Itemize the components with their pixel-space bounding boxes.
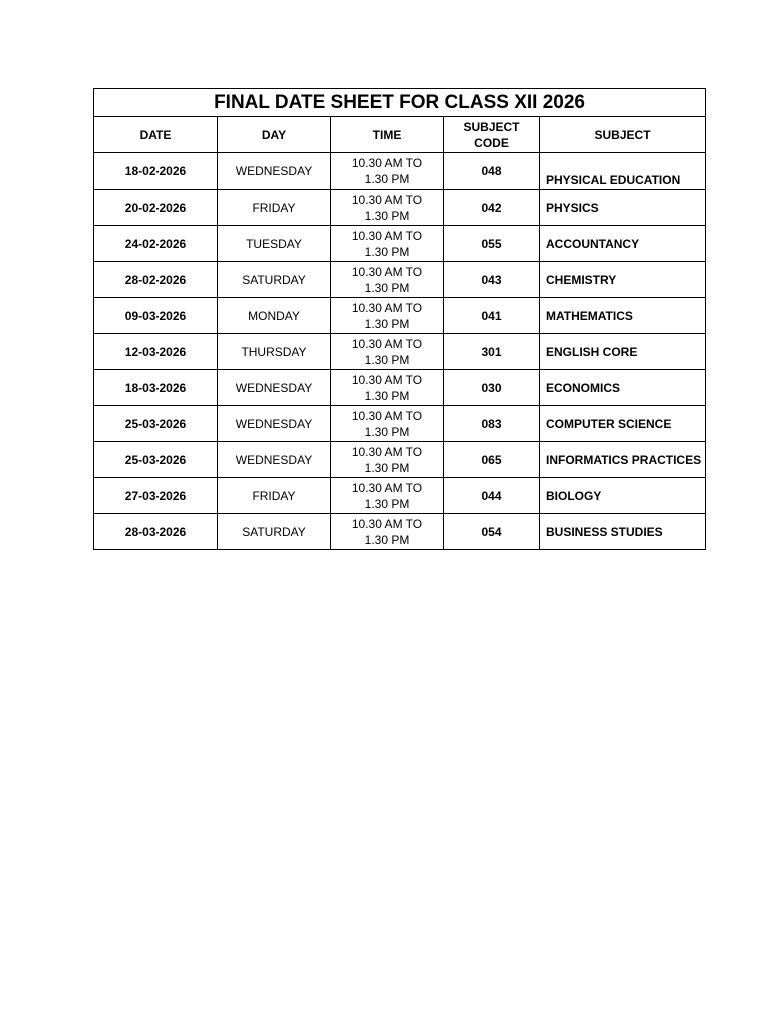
cell-subject: ENGLISH CORE xyxy=(540,334,706,370)
header-time: TIME xyxy=(331,117,444,153)
header-date: DATE xyxy=(94,117,218,153)
time-line-end: 1.30 PM xyxy=(364,388,410,403)
table-row xyxy=(94,370,706,406)
cell-subject-code: 042 xyxy=(444,190,540,226)
cell-subject: BIOLOGY xyxy=(540,478,706,514)
cell-subject-code: 044 xyxy=(444,478,540,514)
cell-subject: COMPUTER SCIENCE xyxy=(540,406,706,442)
time-line-end: 1.30 PM xyxy=(364,496,410,511)
cell-day: FRIDAY xyxy=(218,190,331,226)
cell-time xyxy=(331,298,444,334)
cell-day: WEDNESDAY xyxy=(218,442,331,478)
cell-date: 18-02-2026 xyxy=(94,153,218,190)
header-code-line1: SUBJECT xyxy=(463,119,520,134)
cell-subject-code: 030 xyxy=(444,370,540,406)
time-line-end: 1.30 PM xyxy=(364,316,410,331)
cell-subject-code: 055 xyxy=(444,226,540,262)
table-row xyxy=(94,478,706,514)
time-line-start: 10.30 AM TO xyxy=(351,516,423,531)
cell-subject-code: 065 xyxy=(444,442,540,478)
time-line-start: 10.30 AM TO xyxy=(351,300,423,315)
cell-date: 24-02-2026 xyxy=(94,226,218,262)
time-line-end: 1.30 PM xyxy=(364,532,410,547)
time-line-start: 10.30 AM TO xyxy=(351,228,423,243)
table-row xyxy=(94,334,706,370)
table-row xyxy=(94,226,706,262)
table-row xyxy=(94,514,706,550)
time-line-start: 10.30 AM TO xyxy=(351,480,423,495)
cell-date: 12-03-2026 xyxy=(94,334,218,370)
cell-subject: ACCOUNTANCY xyxy=(540,226,706,262)
cell-day: THURSDAY xyxy=(218,334,331,370)
time-line-end: 1.30 PM xyxy=(364,172,410,186)
header-subject-code xyxy=(444,117,540,153)
cell-date: 27-03-2026 xyxy=(94,478,218,514)
cell-subject-code: 054 xyxy=(444,514,540,550)
time-line-end: 1.30 PM xyxy=(364,352,410,367)
cell-time xyxy=(331,478,444,514)
time-line-start: 10.30 AM TO xyxy=(351,264,423,279)
cell-subject-code: 048 xyxy=(444,153,540,190)
date-sheet-table xyxy=(93,88,706,550)
cell-time xyxy=(331,190,444,226)
date-sheet-body xyxy=(94,89,706,550)
time-line-end: 1.30 PM xyxy=(364,460,410,475)
time-line-start: 10.30 AM TO xyxy=(351,372,423,387)
cell-day: WEDNESDAY xyxy=(218,370,331,406)
sheet-title: FINAL DATE SHEET FOR CLASS XII 2026 xyxy=(94,89,706,117)
cell-time xyxy=(331,514,444,550)
cell-date: 18-03-2026 xyxy=(94,370,218,406)
cell-date: 25-03-2026 xyxy=(94,442,218,478)
cell-time xyxy=(331,226,444,262)
time-line-end: 1.30 PM xyxy=(364,280,410,295)
table-row xyxy=(94,442,706,478)
time-line-start: 10.30 AM TO xyxy=(351,156,423,170)
cell-subject-code: 083 xyxy=(444,406,540,442)
header-day: DAY xyxy=(218,117,331,153)
cell-subject: PHYSICAL EDUCATION xyxy=(540,153,706,190)
time-line-end: 1.30 PM xyxy=(364,208,410,223)
cell-day: TUESDAY xyxy=(218,226,331,262)
cell-time xyxy=(331,262,444,298)
header-row xyxy=(94,117,706,153)
cell-day: WEDNESDAY xyxy=(218,406,331,442)
cell-day: SATURDAY xyxy=(218,262,331,298)
cell-date: 28-03-2026 xyxy=(94,514,218,550)
cell-date: 09-03-2026 xyxy=(94,298,218,334)
header-code-line2: CODE xyxy=(474,135,509,150)
time-line-start: 10.30 AM TO xyxy=(351,336,423,351)
cell-subject: PHYSICS xyxy=(540,190,706,226)
cell-day: FRIDAY xyxy=(218,478,331,514)
time-line-start: 10.30 AM TO xyxy=(351,444,423,459)
cell-subject-code: 043 xyxy=(444,262,540,298)
time-line-start: 10.30 AM TO xyxy=(351,408,423,423)
cell-day: WEDNESDAY xyxy=(218,153,331,190)
time-line-end: 1.30 PM xyxy=(364,244,410,259)
cell-time xyxy=(331,406,444,442)
cell-time xyxy=(331,370,444,406)
cell-subject: INFORMATICS PRACTICES xyxy=(540,442,706,478)
cell-date: 20-02-2026 xyxy=(94,190,218,226)
cell-subject: CHEMISTRY xyxy=(540,262,706,298)
time-line-end: 1.30 PM xyxy=(364,424,410,439)
cell-time xyxy=(331,334,444,370)
cell-subject-code: 041 xyxy=(444,298,540,334)
cell-date: 28-02-2026 xyxy=(94,262,218,298)
cell-time xyxy=(331,153,444,190)
cell-day: SATURDAY xyxy=(218,514,331,550)
cell-subject: ECONOMICS xyxy=(540,370,706,406)
table-row xyxy=(94,298,706,334)
table-row xyxy=(94,153,706,190)
header-subject: SUBJECT xyxy=(540,117,706,153)
cell-subject-code: 301 xyxy=(444,334,540,370)
cell-date: 25-03-2026 xyxy=(94,406,218,442)
title-row xyxy=(94,89,706,117)
cell-subject: BUSINESS STUDIES xyxy=(540,514,706,550)
cell-time xyxy=(331,442,444,478)
table-row xyxy=(94,406,706,442)
cell-subject: MATHEMATICS xyxy=(540,298,706,334)
table-row xyxy=(94,262,706,298)
time-line-start: 10.30 AM TO xyxy=(351,192,423,207)
cell-day: MONDAY xyxy=(218,298,331,334)
table-row xyxy=(94,190,706,226)
